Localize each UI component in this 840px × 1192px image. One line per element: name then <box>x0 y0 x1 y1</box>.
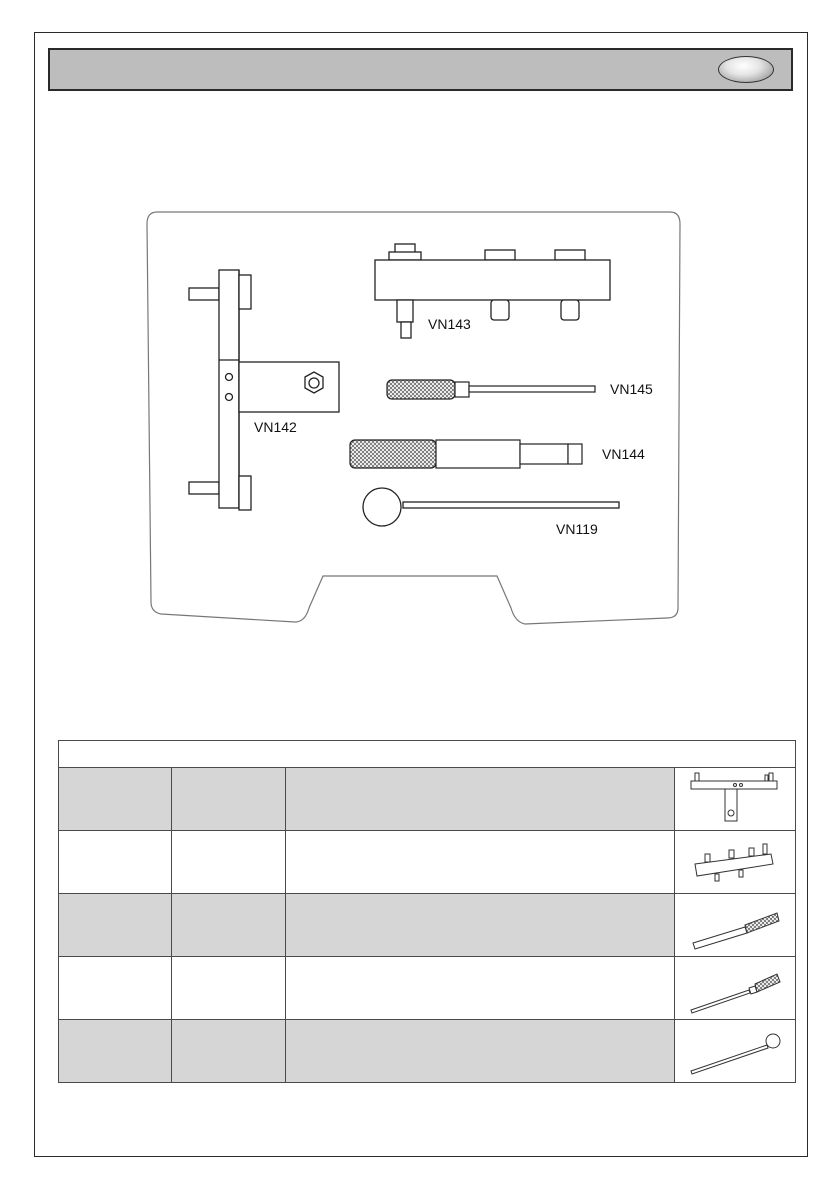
label-vn119: VN119 <box>556 521 598 537</box>
vn143-lock-bar <box>375 244 610 338</box>
label-vn142: VN142 <box>254 419 297 435</box>
part-description <box>286 1020 675 1083</box>
label-vn143: VN143 <box>428 316 471 332</box>
table-row <box>59 768 796 831</box>
part-description <box>286 894 675 957</box>
part-ref <box>172 831 286 894</box>
knurled-pin-large-icon <box>675 894 796 957</box>
part-description <box>286 831 675 894</box>
parts-table <box>58 740 796 1083</box>
part-description <box>286 768 675 831</box>
title-bar <box>48 48 793 91</box>
vn142-bracket <box>189 270 339 510</box>
table-heading <box>59 741 796 768</box>
page-number-badge <box>718 56 774 83</box>
part-code <box>59 768 172 831</box>
label-vn145: VN145 <box>610 381 653 397</box>
table-header-row <box>59 741 796 768</box>
vn145-pin <box>387 380 595 399</box>
part-ref <box>172 1020 286 1083</box>
part-description <box>286 957 675 1020</box>
part-ref <box>172 957 286 1020</box>
part-code <box>59 894 172 957</box>
label-vn144: VN144 <box>602 446 645 462</box>
kit-figure <box>145 210 685 640</box>
part-ref <box>172 894 286 957</box>
part-code <box>59 831 172 894</box>
crank-lock-bar-icon <box>675 831 796 894</box>
table-row <box>59 831 796 894</box>
vn144-pin <box>350 440 582 468</box>
kit-tray-drawing <box>145 210 685 640</box>
knurled-pin-small-icon <box>675 957 796 1020</box>
part-code <box>59 1020 172 1083</box>
ball-rod-icon <box>675 1020 796 1083</box>
part-code <box>59 957 172 1020</box>
table-row <box>59 957 796 1020</box>
table-row <box>59 1020 796 1083</box>
table-row <box>59 894 796 957</box>
alignment-bracket-icon <box>675 768 796 831</box>
part-ref <box>172 768 286 831</box>
